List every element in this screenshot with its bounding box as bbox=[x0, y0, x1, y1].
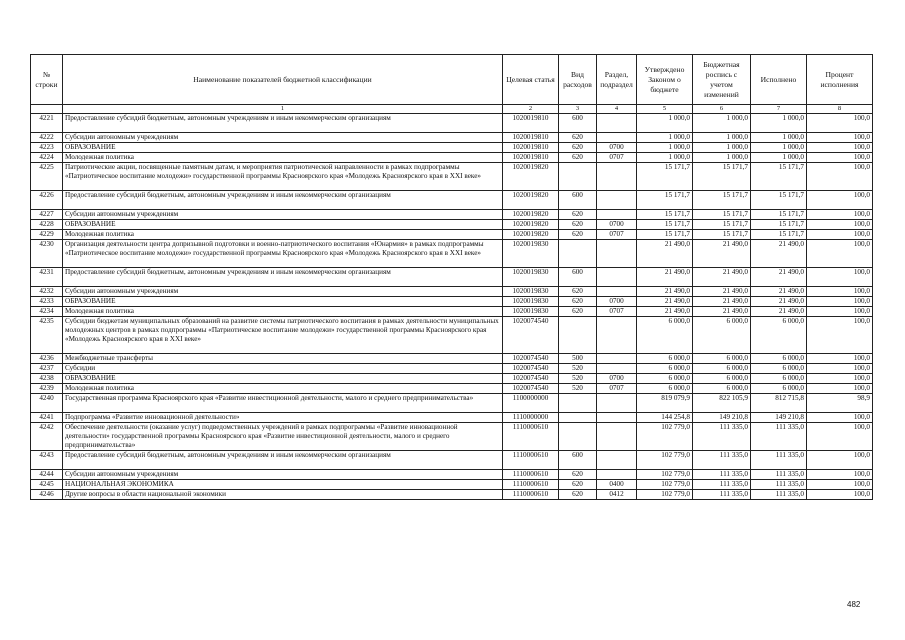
row-number-cell: 4238 bbox=[31, 374, 63, 384]
table-row bbox=[31, 413, 873, 423]
approved-cell: 102 779,0 bbox=[637, 423, 693, 451]
section-cell: 0700 bbox=[597, 220, 637, 230]
approved-cell: 6 000,0 bbox=[637, 317, 693, 354]
expense-type-cell: 620 bbox=[559, 480, 597, 490]
percent-cell: 100,0 bbox=[807, 317, 873, 354]
approved-cell: 6 000,0 bbox=[637, 384, 693, 394]
section-cell: 0412 bbox=[597, 490, 637, 500]
percent-cell: 100,0 bbox=[807, 480, 873, 490]
expense-type-cell: 520 bbox=[559, 364, 597, 374]
expense-type-cell: 620 bbox=[559, 287, 597, 297]
row-number-cell: 4242 bbox=[31, 423, 63, 451]
section-cell bbox=[597, 394, 637, 413]
table-row bbox=[31, 384, 873, 394]
table-row bbox=[31, 374, 873, 384]
budget-list-cell: 15 171,7 bbox=[693, 191, 751, 210]
executed-cell: 111 335,0 bbox=[751, 423, 807, 451]
percent-cell: 100,0 bbox=[807, 384, 873, 394]
column-number: 4 bbox=[597, 105, 637, 114]
executed-cell: 21 490,0 bbox=[751, 297, 807, 307]
expense-type-cell: 500 bbox=[559, 354, 597, 364]
approved-cell: 15 171,7 bbox=[637, 220, 693, 230]
column-number: 5 bbox=[637, 105, 693, 114]
percent-cell: 100,0 bbox=[807, 268, 873, 287]
executed-cell: 149 210,8 bbox=[751, 413, 807, 423]
executed-cell: 15 171,7 bbox=[751, 210, 807, 220]
header-percent: Процент исполнения bbox=[807, 55, 873, 105]
budget-list-cell: 21 490,0 bbox=[693, 307, 751, 317]
expense-type-cell: 620 bbox=[559, 133, 597, 143]
executed-cell: 6 000,0 bbox=[751, 384, 807, 394]
header-approved: Утверждено Законом о бюджете bbox=[637, 55, 693, 105]
expense-type-cell: 620 bbox=[559, 220, 597, 230]
budget-list-cell: 21 490,0 bbox=[693, 297, 751, 307]
budget-list-cell: 15 171,7 bbox=[693, 220, 751, 230]
section-cell bbox=[597, 210, 637, 220]
approved-cell: 102 779,0 bbox=[637, 470, 693, 480]
budget-list-cell: 111 335,0 bbox=[693, 480, 751, 490]
budget-list-cell: 21 490,0 bbox=[693, 240, 751, 268]
approved-cell: 21 490,0 bbox=[637, 240, 693, 268]
section-cell bbox=[597, 354, 637, 364]
target-article-cell: 1020074540 bbox=[503, 354, 559, 364]
target-article-cell: 1020019820 bbox=[503, 210, 559, 220]
expense-type-cell: 620 bbox=[559, 307, 597, 317]
name-cell: ОБРАЗОВАНИЕ bbox=[63, 374, 503, 384]
name-cell: НАЦИОНАЛЬНАЯ ЭКОНОМИКА bbox=[63, 480, 503, 490]
section-cell bbox=[597, 114, 637, 133]
header-section: Раздел, подраздел bbox=[597, 55, 637, 105]
name-cell: Субсидии автономным учреждениям bbox=[63, 470, 503, 480]
approved-cell: 6 000,0 bbox=[637, 354, 693, 364]
expense-type-cell bbox=[559, 317, 597, 354]
target-article-cell: 1110000610 bbox=[503, 480, 559, 490]
table-row bbox=[31, 114, 873, 133]
table-body bbox=[31, 114, 873, 500]
executed-cell: 1 000,0 bbox=[751, 133, 807, 143]
column-number: 1 bbox=[63, 105, 503, 114]
name-cell: Субсидии автономным учреждениям bbox=[63, 210, 503, 220]
table-row bbox=[31, 480, 873, 490]
percent-cell: 100,0 bbox=[807, 451, 873, 470]
table-row bbox=[31, 191, 873, 210]
name-cell: Молодежная политика bbox=[63, 384, 503, 394]
percent-cell: 100,0 bbox=[807, 153, 873, 163]
table-row bbox=[31, 163, 873, 191]
budget-list-cell: 111 335,0 bbox=[693, 451, 751, 470]
approved-cell: 1 000,0 bbox=[637, 133, 693, 143]
name-cell: ОБРАЗОВАНИЕ bbox=[63, 297, 503, 307]
section-cell: 0700 bbox=[597, 297, 637, 307]
budget-list-cell: 15 171,7 bbox=[693, 210, 751, 220]
name-cell: Молодежная политика bbox=[63, 307, 503, 317]
row-number-cell: 4236 bbox=[31, 354, 63, 364]
executed-cell: 21 490,0 bbox=[751, 307, 807, 317]
approved-cell: 102 779,0 bbox=[637, 451, 693, 470]
target-article-cell: 1020019810 bbox=[503, 153, 559, 163]
name-cell: Субсидии автономным учреждениям bbox=[63, 133, 503, 143]
percent-cell: 100,0 bbox=[807, 230, 873, 240]
target-article-cell: 1020019810 bbox=[503, 143, 559, 153]
percent-cell: 100,0 bbox=[807, 114, 873, 133]
executed-cell: 812 715,8 bbox=[751, 394, 807, 413]
row-number-cell: 4235 bbox=[31, 317, 63, 354]
table-row bbox=[31, 470, 873, 480]
budget-list-cell: 15 171,7 bbox=[693, 163, 751, 191]
name-cell: Государственная программа Красноярского края «Развитие инвестиционной деятельности, малого и среднего предпринимательства» bbox=[63, 394, 503, 413]
expense-type-cell: 620 bbox=[559, 153, 597, 163]
expense-type-cell: 520 bbox=[559, 374, 597, 384]
budget-list-cell: 6 000,0 bbox=[693, 384, 751, 394]
percent-cell: 98,9 bbox=[807, 394, 873, 413]
target-article-cell: 1020019830 bbox=[503, 240, 559, 268]
budget-list-cell: 6 000,0 bbox=[693, 354, 751, 364]
percent-cell: 100,0 bbox=[807, 364, 873, 374]
table-row bbox=[31, 423, 873, 451]
approved-cell: 1 000,0 bbox=[637, 153, 693, 163]
executed-cell: 21 490,0 bbox=[751, 240, 807, 268]
table-row bbox=[31, 287, 873, 297]
budget-list-cell: 111 335,0 bbox=[693, 423, 751, 451]
expense-type-cell bbox=[559, 240, 597, 268]
table-row bbox=[31, 210, 873, 220]
row-number-cell: 4246 bbox=[31, 490, 63, 500]
executed-cell: 6 000,0 bbox=[751, 354, 807, 364]
budget-table bbox=[30, 54, 873, 500]
expense-type-cell: 600 bbox=[559, 268, 597, 287]
percent-cell: 100,0 bbox=[807, 143, 873, 153]
section-cell bbox=[597, 451, 637, 470]
table-row bbox=[31, 220, 873, 230]
section-cell: 0707 bbox=[597, 384, 637, 394]
executed-cell: 15 171,7 bbox=[751, 163, 807, 191]
approved-cell: 1 000,0 bbox=[637, 114, 693, 133]
target-article-cell: 1020019830 bbox=[503, 268, 559, 287]
name-cell: Предоставление субсидий бюджетным, автономным учреждениям и иным некоммерческим организациям bbox=[63, 191, 503, 210]
percent-cell: 100,0 bbox=[807, 470, 873, 480]
table-row bbox=[31, 364, 873, 374]
approved-cell: 15 171,7 bbox=[637, 210, 693, 220]
approved-cell: 15 171,7 bbox=[637, 163, 693, 191]
row-number-cell: 4244 bbox=[31, 470, 63, 480]
approved-cell: 21 490,0 bbox=[637, 287, 693, 297]
row-number-cell: 4222 bbox=[31, 133, 63, 143]
budget-list-cell: 21 490,0 bbox=[693, 287, 751, 297]
row-number-cell: 4228 bbox=[31, 220, 63, 230]
percent-cell: 100,0 bbox=[807, 210, 873, 220]
section-cell bbox=[597, 191, 637, 210]
executed-cell: 1 000,0 bbox=[751, 143, 807, 153]
header-expense-type: Вид расходов bbox=[559, 55, 597, 105]
budget-list-cell: 6 000,0 bbox=[693, 364, 751, 374]
approved-cell: 6 000,0 bbox=[637, 374, 693, 384]
column-number bbox=[31, 105, 63, 114]
row-number-cell: 4240 bbox=[31, 394, 63, 413]
executed-cell: 15 171,7 bbox=[751, 230, 807, 240]
approved-cell: 819 079,9 bbox=[637, 394, 693, 413]
table-row bbox=[31, 354, 873, 364]
percent-cell: 100,0 bbox=[807, 240, 873, 268]
approved-cell: 15 171,7 bbox=[637, 230, 693, 240]
target-article-cell: 1020074540 bbox=[503, 374, 559, 384]
executed-cell: 111 335,0 bbox=[751, 470, 807, 480]
table-row bbox=[31, 143, 873, 153]
approved-cell: 144 254,8 bbox=[637, 413, 693, 423]
row-number-cell: 4231 bbox=[31, 268, 63, 287]
executed-cell: 1 000,0 bbox=[751, 114, 807, 133]
executed-cell: 6 000,0 bbox=[751, 364, 807, 374]
row-number-cell: 4245 bbox=[31, 480, 63, 490]
row-number-cell: 4221 bbox=[31, 114, 63, 133]
expense-type-cell: 620 bbox=[559, 297, 597, 307]
header-name: Наименование показателей бюджетной классификации bbox=[63, 55, 503, 105]
section-cell: 0700 bbox=[597, 374, 637, 384]
percent-cell: 100,0 bbox=[807, 413, 873, 423]
name-cell: Субсидии бюджетам муниципальных образований на развитие системы патриотического воспитания в рамках деятельности муниципальных молодежных центров в рамках подпрограммы «Патриотическое воспитание молодежи» государственной программы Красноярского края «Молодежь Красноярского края в XXI веке» bbox=[63, 317, 503, 354]
column-number-row bbox=[31, 105, 873, 114]
section-cell bbox=[597, 268, 637, 287]
row-number-cell: 4233 bbox=[31, 297, 63, 307]
column-number: 6 bbox=[693, 105, 751, 114]
column-number: 7 bbox=[751, 105, 807, 114]
table-row bbox=[31, 268, 873, 287]
row-number-cell: 4229 bbox=[31, 230, 63, 240]
budget-list-cell: 1 000,0 bbox=[693, 143, 751, 153]
approved-cell: 15 171,7 bbox=[637, 191, 693, 210]
section-cell: 0707 bbox=[597, 307, 637, 317]
name-cell: ОБРАЗОВАНИЕ bbox=[63, 143, 503, 153]
executed-cell: 6 000,0 bbox=[751, 374, 807, 384]
table-row bbox=[31, 451, 873, 470]
section-cell: 0707 bbox=[597, 230, 637, 240]
name-cell: Субсидии автономным учреждениям bbox=[63, 287, 503, 297]
column-number: 3 bbox=[559, 105, 597, 114]
target-article-cell: 1020074540 bbox=[503, 384, 559, 394]
approved-cell: 102 779,0 bbox=[637, 490, 693, 500]
name-cell: Предоставление субсидий бюджетным, автономным учреждениям и иным некоммерческим организациям bbox=[63, 451, 503, 470]
row-number-cell: 4234 bbox=[31, 307, 63, 317]
name-cell: Другие вопросы в области национальной экономики bbox=[63, 490, 503, 500]
percent-cell: 100,0 bbox=[807, 191, 873, 210]
header-budget-list: Бюджетная роспись с учетом изменений bbox=[693, 55, 751, 105]
executed-cell: 111 335,0 bbox=[751, 451, 807, 470]
target-article-cell: 1020019820 bbox=[503, 220, 559, 230]
table-row bbox=[31, 230, 873, 240]
name-cell: Субсидии bbox=[63, 364, 503, 374]
executed-cell: 111 335,0 bbox=[751, 490, 807, 500]
approved-cell: 6 000,0 bbox=[637, 364, 693, 374]
budget-list-cell: 1 000,0 bbox=[693, 153, 751, 163]
budget-list-cell: 822 105,9 bbox=[693, 394, 751, 413]
section-cell bbox=[597, 364, 637, 374]
expense-type-cell: 600 bbox=[559, 114, 597, 133]
table-row bbox=[31, 490, 873, 500]
column-number: 2 bbox=[503, 105, 559, 114]
expense-type-cell: 620 bbox=[559, 230, 597, 240]
expense-type-cell bbox=[559, 423, 597, 451]
row-number-cell: 4232 bbox=[31, 287, 63, 297]
percent-cell: 100,0 bbox=[807, 133, 873, 143]
header-executed: Исполнено bbox=[751, 55, 807, 105]
budget-list-cell: 111 335,0 bbox=[693, 490, 751, 500]
section-cell bbox=[597, 470, 637, 480]
target-article-cell: 1110000000 bbox=[503, 413, 559, 423]
name-cell: Молодежная политика bbox=[63, 153, 503, 163]
expense-type-cell bbox=[559, 413, 597, 423]
row-number-cell: 4243 bbox=[31, 451, 63, 470]
row-number-cell: 4226 bbox=[31, 191, 63, 210]
name-cell: Молодежная политика bbox=[63, 230, 503, 240]
expense-type-cell: 620 bbox=[559, 143, 597, 153]
name-cell: Патриотические акции, посвященные памятным датам, и мероприятия патриотической направленности в рамках подпрограммы «Патриотическое воспитание молодежи» государственной программы Красноярского края «Молодежь Красноярского края в XXI веке» bbox=[63, 163, 503, 191]
section-cell: 0707 bbox=[597, 153, 637, 163]
target-article-cell: 1020019820 bbox=[503, 191, 559, 210]
table-row bbox=[31, 307, 873, 317]
target-article-cell: 1020019830 bbox=[503, 297, 559, 307]
row-number-cell: 4237 bbox=[31, 364, 63, 374]
column-number: 8 bbox=[807, 105, 873, 114]
target-article-cell: 1020019820 bbox=[503, 163, 559, 191]
budget-list-cell: 149 210,8 bbox=[693, 413, 751, 423]
header-target-article: Целевая статья bbox=[503, 55, 559, 105]
approved-cell: 21 490,0 bbox=[637, 307, 693, 317]
target-article-cell: 1020074540 bbox=[503, 364, 559, 374]
approved-cell: 21 490,0 bbox=[637, 268, 693, 287]
target-article-cell: 1110000610 bbox=[503, 470, 559, 480]
target-article-cell: 1020019820 bbox=[503, 230, 559, 240]
name-cell: Обеспечение деятельности (оказание услуг) подведомственных учреждений в рамках подпрограммы «Развитие инновационной деятельности» государственной программы Красноярского края «Развитие инвестиционной деятельности, малого и среднего предпринимательства» bbox=[63, 423, 503, 451]
percent-cell: 100,0 bbox=[807, 374, 873, 384]
section-cell bbox=[597, 163, 637, 191]
section-cell bbox=[597, 413, 637, 423]
table-header-row bbox=[31, 55, 873, 105]
executed-cell: 21 490,0 bbox=[751, 287, 807, 297]
percent-cell: 100,0 bbox=[807, 163, 873, 191]
approved-cell: 1 000,0 bbox=[637, 143, 693, 153]
name-cell: Организация деятельности центра допризывной подготовки и военно-патриотического воспитания «Юнармия» в рамках подпрограммы «Патриотическое воспитание молодежи» государственной программы Красноярского края «Молодежь Красноярского края в XXI веке» bbox=[63, 240, 503, 268]
expense-type-cell: 620 bbox=[559, 470, 597, 480]
expense-type-cell: 520 bbox=[559, 384, 597, 394]
executed-cell: 15 171,7 bbox=[751, 191, 807, 210]
expense-type-cell: 620 bbox=[559, 210, 597, 220]
target-article-cell: 1110000610 bbox=[503, 423, 559, 451]
name-cell: ОБРАЗОВАНИЕ bbox=[63, 220, 503, 230]
target-article-cell: 1100000000 bbox=[503, 394, 559, 413]
expense-type-cell: 620 bbox=[559, 490, 597, 500]
row-number-cell: 4230 bbox=[31, 240, 63, 268]
expense-type-cell: 600 bbox=[559, 191, 597, 210]
section-cell bbox=[597, 317, 637, 354]
row-number-cell: 4241 bbox=[31, 413, 63, 423]
target-article-cell: 1020019810 bbox=[503, 133, 559, 143]
percent-cell: 100,0 bbox=[807, 423, 873, 451]
table-row bbox=[31, 240, 873, 268]
percent-cell: 100,0 bbox=[807, 297, 873, 307]
section-cell bbox=[597, 240, 637, 268]
section-cell bbox=[597, 133, 637, 143]
percent-cell: 100,0 bbox=[807, 490, 873, 500]
section-cell: 0400 bbox=[597, 480, 637, 490]
target-article-cell: 1020074540 bbox=[503, 317, 559, 354]
expense-type-cell: 600 bbox=[559, 451, 597, 470]
approved-cell: 21 490,0 bbox=[637, 297, 693, 307]
budget-list-cell: 1 000,0 bbox=[693, 114, 751, 133]
table-row bbox=[31, 297, 873, 307]
header-row-number: № строки bbox=[31, 55, 63, 105]
target-article-cell: 1110000610 bbox=[503, 490, 559, 500]
expense-type-cell bbox=[559, 163, 597, 191]
budget-list-cell: 15 171,7 bbox=[693, 230, 751, 240]
budget-list-cell: 21 490,0 bbox=[693, 268, 751, 287]
table-row bbox=[31, 394, 873, 413]
executed-cell: 6 000,0 bbox=[751, 317, 807, 354]
budget-list-cell: 6 000,0 bbox=[693, 317, 751, 354]
percent-cell: 100,0 bbox=[807, 307, 873, 317]
row-number-cell: 4225 bbox=[31, 163, 63, 191]
name-cell: Подпрограмма «Развитие инновационной деятельности» bbox=[63, 413, 503, 423]
target-article-cell: 1020019810 bbox=[503, 114, 559, 133]
target-article-cell: 1020019830 bbox=[503, 307, 559, 317]
table-row bbox=[31, 317, 873, 354]
section-cell: 0700 bbox=[597, 143, 637, 153]
executed-cell: 15 171,7 bbox=[751, 220, 807, 230]
executed-cell: 21 490,0 bbox=[751, 268, 807, 287]
budget-list-cell: 111 335,0 bbox=[693, 470, 751, 480]
target-article-cell: 1020019830 bbox=[503, 287, 559, 297]
percent-cell: 100,0 bbox=[807, 354, 873, 364]
section-cell bbox=[597, 287, 637, 297]
row-number-cell: 4224 bbox=[31, 153, 63, 163]
executed-cell: 1 000,0 bbox=[751, 153, 807, 163]
section-cell bbox=[597, 423, 637, 451]
percent-cell: 100,0 bbox=[807, 220, 873, 230]
approved-cell: 102 779,0 bbox=[637, 480, 693, 490]
name-cell: Предоставление субсидий бюджетным, автономным учреждениям и иным некоммерческим организациям bbox=[63, 114, 503, 133]
row-number-cell: 4227 bbox=[31, 210, 63, 220]
table-row bbox=[31, 153, 873, 163]
table-row bbox=[31, 133, 873, 143]
name-cell: Межбюджетные трансферты bbox=[63, 354, 503, 364]
target-article-cell: 1110000610 bbox=[503, 451, 559, 470]
budget-list-cell: 1 000,0 bbox=[693, 133, 751, 143]
row-number-cell: 4223 bbox=[31, 143, 63, 153]
row-number-cell: 4239 bbox=[31, 384, 63, 394]
expense-type-cell bbox=[559, 394, 597, 413]
executed-cell: 111 335,0 bbox=[751, 480, 807, 490]
name-cell: Предоставление субсидий бюджетным, автономным учреждениям и иным некоммерческим организациям bbox=[63, 268, 503, 287]
budget-list-cell: 6 000,0 bbox=[693, 374, 751, 384]
percent-cell: 100,0 bbox=[807, 287, 873, 297]
page-number: 482 bbox=[847, 600, 861, 609]
